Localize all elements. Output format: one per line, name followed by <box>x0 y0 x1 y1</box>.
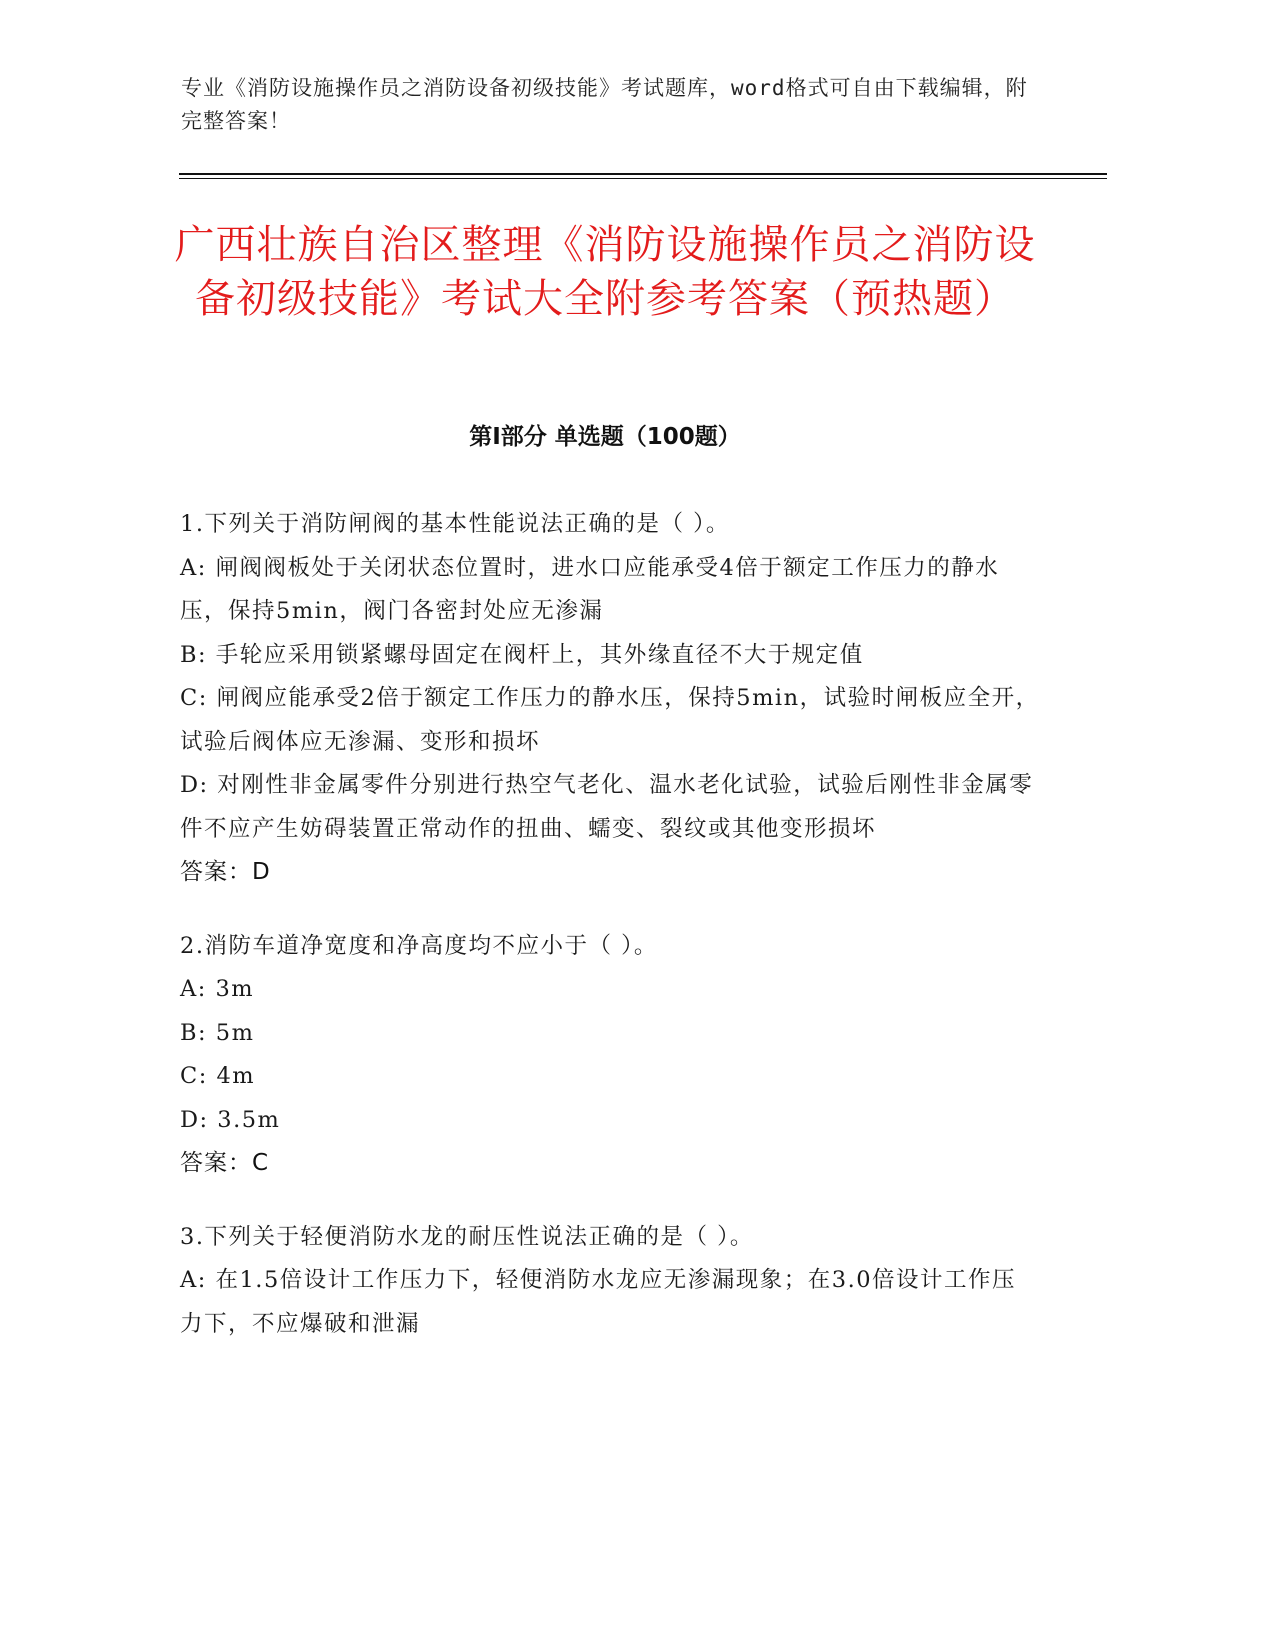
option-a: A: 闸阀阀板处于关闭状态位置时，进水口应能承受4倍于额定工作压力的静水压，保持5min，阀门各密封处应无渗漏 <box>180 554 1000 624</box>
section-heading: 第I部分 单选题（100题） <box>469 424 741 450</box>
header-divider-thick <box>179 173 1107 175</box>
question-1 <box>180 503 1040 895</box>
question-2 <box>180 925 1040 1186</box>
option-c: C: 4m <box>180 1063 256 1089</box>
answer-line: 答案：C <box>180 1150 270 1176</box>
header-divider-thin <box>179 178 1107 179</box>
question-stem: 3.下列关于轻便消防水龙的耐压性说法正确的是（ ）。 <box>180 1223 754 1250</box>
question-stem: 1.下列关于消防闸阀的基本性能说法正确的是（ ）。 <box>180 511 730 537</box>
option-a: A: 3m <box>180 976 255 1002</box>
question-stem: 2.消防车道净宽度和净高度均不应小于（ ）。 <box>180 932 658 959</box>
question-3 <box>180 1216 1040 1347</box>
answer-line: 答案：D <box>180 859 271 885</box>
option-a: A: 在1.5倍设计工作压力下，轻便消防水龙应无渗漏现象；在3.0倍设计工作压力下，不应爆破和泄漏 <box>180 1267 1017 1337</box>
option-c: C: 闸阀应能承受2倍于额定工作压力的静水压，保持5min，试验时闸板应全开，试验后阀体应无渗漏、变形和损坏 <box>180 685 1040 755</box>
option-b: B: 手轮应采用锁紧螺母固定在阀杆上，其外缘直径不大于规定值 <box>180 641 864 668</box>
header-note: 专业《消防设施操作员之消防设备初级技能》考试题库，word格式可自由下载编辑，附完整答案！ <box>181 76 1028 133</box>
question-list <box>180 503 1040 1376</box>
option-d: D: 3.5m <box>180 1106 281 1133</box>
option-b: B: 5m <box>180 1019 255 1046</box>
option-d: D: 对刚性非金属零件分别进行热空气老化、温水老化试验，试验后刚性非金属零件不应产生妨碍装置正常动作的扭曲、蠕变、裂纹或其他变形损坏 <box>180 772 1034 842</box>
document-title: 广西壮族自治区整理《消防设施操作员之消防设备初级技能》考试大全附参考答案（预热题） <box>174 222 1036 322</box>
